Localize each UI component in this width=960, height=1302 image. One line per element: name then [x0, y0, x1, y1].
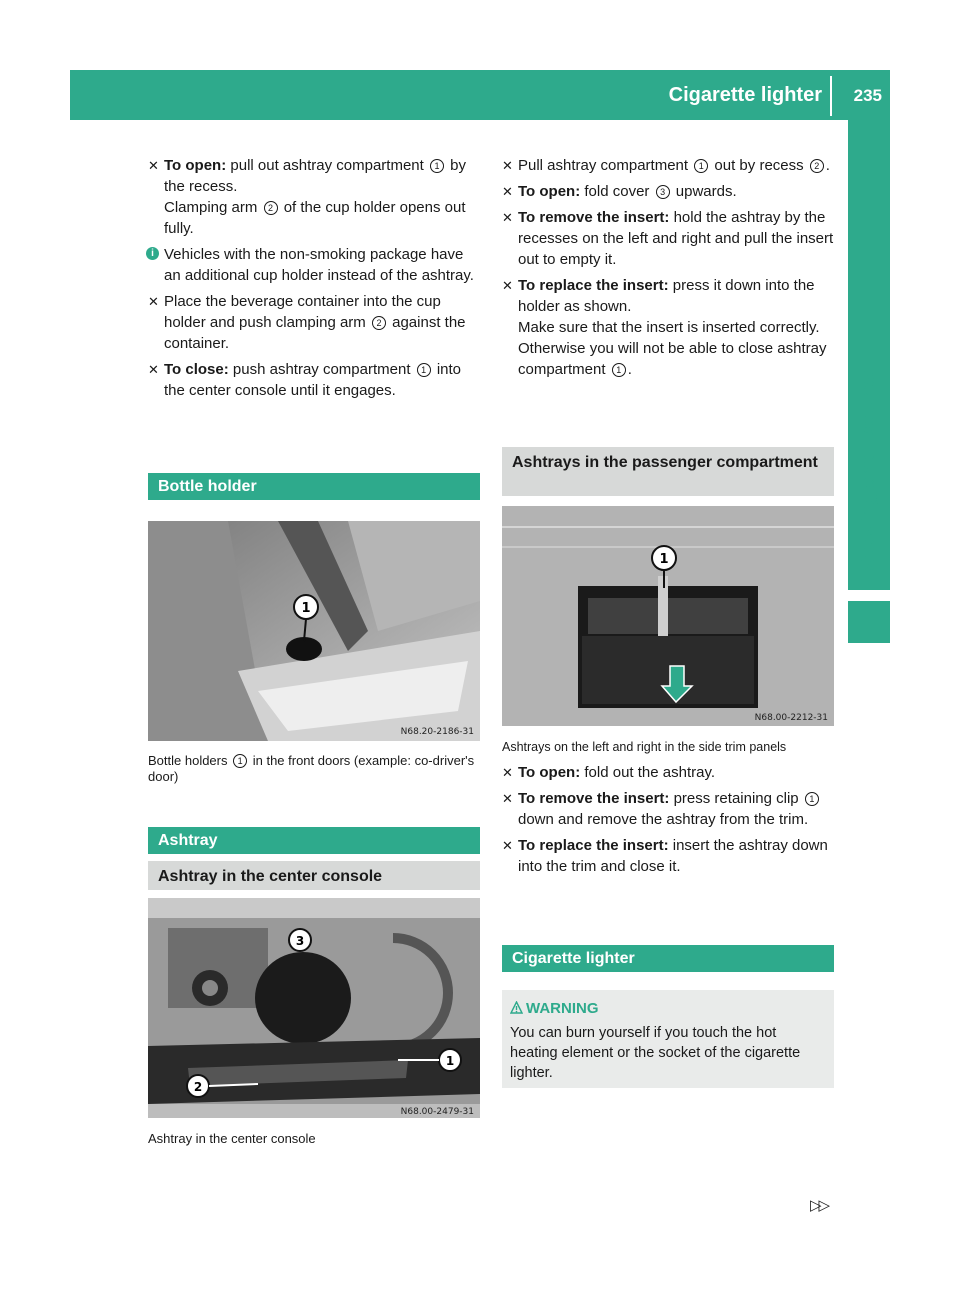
step-arrow-icon: ✕ — [502, 765, 513, 780]
instruction-close — [148, 359, 480, 401]
instruction-place — [148, 291, 480, 354]
image-callout: 3 — [295, 934, 305, 948]
ref-number: 2 — [810, 159, 824, 173]
step-text: . — [627, 361, 632, 378]
step-text: by the recess. — [164, 157, 466, 195]
step-label: To open: — [164, 157, 227, 174]
passenger-ashtray-caption: Ashtrays on the left and right in the side trim panels — [502, 740, 787, 754]
step-text: . — [825, 157, 830, 174]
step-label: To open: — [518, 183, 581, 200]
ref-number: 2 — [372, 316, 386, 330]
warning-text: You can burn yourself if you touch the hot heating element or the socket of the cigarette lighter. — [510, 1025, 801, 1081]
image-callout: 1 — [301, 601, 311, 616]
step-text: pull out ashtray compartment — [226, 157, 428, 174]
warning-header — [510, 1000, 826, 1017]
info-icon: i — [146, 247, 159, 260]
step-text: out by recess — [710, 157, 808, 174]
caption-text: Bottle holders — [148, 753, 232, 768]
instruction-pull — [502, 155, 835, 176]
page-header — [70, 70, 890, 120]
step-text: of the cup holder opens out fully. — [164, 199, 466, 237]
step-arrow-icon: ✕ — [148, 158, 159, 173]
heading-bottle-holder: Bottle holder — [148, 473, 480, 500]
page-number: 235 — [853, 86, 882, 105]
step-text: hold the ashtray by the recesses on the left and right and pull the insert out to empty it. — [518, 209, 834, 268]
ref-number: 1 — [417, 363, 431, 377]
image-code: N68.20-2186-31 — [400, 727, 474, 737]
step-text: insert the ashtray down into the trim and close it. — [518, 837, 828, 875]
step-label: To remove the insert: — [518, 209, 670, 226]
image-code: N68.00-2212-31 — [754, 713, 828, 723]
passenger-instructions — [502, 762, 835, 882]
caption-text: in the front doors (example: co-driver's door) — [148, 753, 475, 784]
bottle-holder-caption — [148, 753, 480, 785]
step-arrow-icon: ✕ — [502, 210, 513, 225]
step-text: fold cover — [580, 183, 654, 200]
step-label: To open: — [518, 764, 581, 781]
center-console-caption: Ashtray in the center console — [148, 1131, 316, 1146]
step-text: against the container. — [164, 314, 466, 352]
right-column-text — [502, 155, 835, 385]
step-label: To replace the insert: — [518, 277, 669, 294]
image-callout: 1 — [445, 1054, 455, 1068]
step-text: fold out the ashtray. — [580, 764, 716, 781]
instruction-remove-passenger-insert — [502, 788, 835, 830]
step-text: press it down into the holder as shown. — [518, 277, 815, 315]
ref-number: 1 — [233, 754, 247, 768]
center-console-ashtray-image — [148, 898, 480, 1118]
step-text: Pull ashtray compartment — [518, 157, 693, 174]
header-separator — [830, 76, 832, 116]
step-text: into the center console until it engages. — [164, 361, 462, 399]
note-text: Vehicles with the non-smoking package have an additional cup holder instead of the ashtray. — [164, 246, 474, 284]
ref-number: 1 — [694, 159, 708, 173]
step-arrow-icon: ✕ — [148, 362, 159, 377]
instruction-replace-passenger-insert — [502, 835, 835, 877]
image-callout: 2 — [193, 1080, 203, 1094]
ref-number: 3 — [656, 185, 670, 199]
step-arrow-icon: ✕ — [502, 278, 513, 293]
ref-number: 2 — [264, 201, 278, 215]
info-note — [148, 244, 480, 286]
continue-marker: ▷▷ — [810, 1197, 828, 1214]
ref-number: 1 — [430, 159, 444, 173]
instruction-remove-insert — [502, 207, 835, 270]
step-label: To replace the insert: — [518, 837, 669, 854]
step-arrow-icon: ✕ — [502, 158, 513, 173]
warning-title: WARNING — [526, 1000, 599, 1017]
step-text: upwards. — [671, 183, 737, 200]
step-label: To remove the insert: — [518, 790, 670, 807]
ref-number: 1 — [805, 792, 819, 806]
step-text: Place the beverage container into the cup holder and push clamping arm — [164, 293, 441, 331]
instruction-open-cover — [502, 181, 835, 202]
step-text: Make sure that the insert is inserted correctly. Otherwise you will not be able to close ashtray compartment — [518, 319, 827, 378]
heading-cigarette-lighter: Cigarette lighter — [502, 945, 834, 972]
heading-center-console-ashtray: Ashtray in the center console — [148, 861, 480, 890]
image-code: N68.00-2479-31 — [400, 1107, 474, 1117]
step-label: To close: — [164, 361, 229, 378]
step-text: down and remove the ashtray from the trim. — [518, 811, 809, 828]
instruction-open — [148, 155, 480, 239]
bottle-holder-image — [148, 521, 480, 741]
warning-icon — [510, 1001, 523, 1014]
step-text: Clamping arm — [164, 199, 262, 216]
heading-ashtray: Ashtray — [148, 827, 480, 854]
heading-passenger-ashtrays: Ashtrays in the passenger compartment — [502, 447, 834, 496]
section-tab-label: Stowing and features — [857, 368, 880, 572]
instruction-open-ashtray — [502, 762, 835, 783]
step-arrow-icon: ✕ — [502, 791, 513, 806]
instruction-replace-insert — [502, 275, 835, 380]
step-arrow-icon: ✕ — [148, 294, 159, 309]
step-arrow-icon: ✕ — [502, 184, 513, 199]
step-text: press retaining clip — [669, 790, 803, 807]
section-marker — [848, 601, 890, 643]
passenger-ashtray-image — [502, 506, 834, 726]
image-callout: 1 — [659, 552, 669, 567]
warning-box — [502, 990, 834, 1088]
ref-number: 1 — [612, 363, 626, 377]
step-text: push ashtray compartment — [228, 361, 415, 378]
header-title: Cigarette lighter — [668, 84, 822, 106]
step-arrow-icon: ✕ — [502, 838, 513, 853]
left-column-text — [148, 155, 480, 406]
